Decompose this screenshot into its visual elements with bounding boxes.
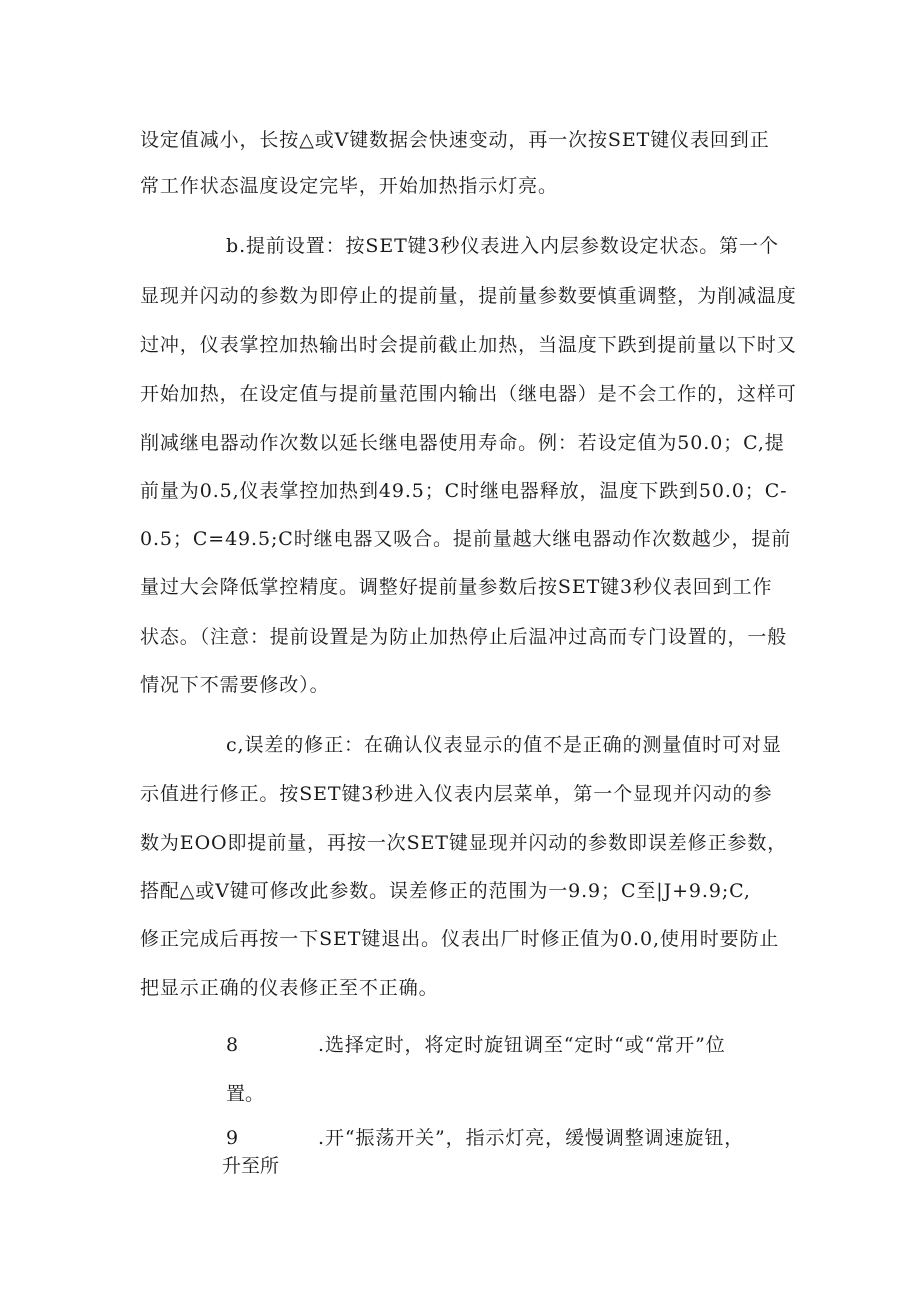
paragraph-line: 显现并闪动的参数为即停止的提前量，提前量参数要慎重调整，为削减温度 (140, 285, 797, 307)
paragraph-line: 常工作状态温度设定完毕，开始加热指示灯亮。 (140, 175, 558, 197)
paragraph-line: 0.5；C=49.5;C时继电器又吸合。提前量越大继电器动作次数越少，提前 (140, 528, 792, 550)
paragraph-line: 修正完成后再按一下SET键退出。仪表出厂时修正值为0.0,使用时要防止 (140, 928, 780, 950)
paragraph-line: 开始加热，在设定值与提前量范围内输出（继电器）是不会工作的，这样可 (140, 383, 797, 405)
paragraph-line: b.提前设置：按SET键3秒仪表进入内层参数设定状态。第一个 (226, 235, 779, 257)
paragraph-line: c,误差的修正：在确认仪表显示的值不是正确的测量值时可对显 (226, 734, 782, 756)
list-item-number: 9 (226, 1127, 239, 1149)
paragraph-line: 示值进行修正。按SET键3秒进入仪表内层菜单，第一个显现并闪动的参 (140, 783, 773, 805)
paragraph-line: 削减继电器动作次数以延长继电器使用寿命。例：若设定值为50.0；C,提 (140, 432, 785, 454)
list-item-continuation: 升至所 (222, 1155, 280, 1177)
paragraph-line: 把显示正确的仪表修正至不正确。 (140, 977, 439, 999)
paragraph-line: 情况下不需要修改）。 (140, 674, 330, 696)
paragraph-line: 数为EOO即提前量，再按一次SET键显现并闪动的参数即误差修正参数， (140, 832, 788, 854)
paragraph-line: 过冲，仪表掌控加热输出时会提前截止加热，当温度下跌到提前量以下时又 (140, 334, 797, 356)
paragraph-line: 状态。（注意：提前设置是为防止加热停止后温冲过高而专门设置的，一般 (140, 626, 788, 648)
paragraph-line: 量过大会降低掌控精度。调整好提前量参数后按SET键3秒仪表回到工作 (140, 576, 773, 598)
paragraph-line: 前量为0.5,仪表掌控加热到49.5；C时继电器释放，温度下跌到50.0；C- (140, 480, 788, 502)
list-item-continuation: 置。 (226, 1083, 265, 1105)
list-item-text: .开“振荡开关”，指示灯亮，缓慢调整调速旋钮， (318, 1127, 745, 1149)
paragraph-line: 设定值减小，长按△或V键数据会快速变动，再一次按SET键仪表回到正 (140, 129, 770, 151)
list-item-text: .选择定时，将定时旋钮调至“定时“或“常开”位 (318, 1034, 726, 1056)
list-item-number: 8 (226, 1034, 239, 1056)
paragraph-line: 搭配△或V键可修改此参数。误差修正的范围为一9.9；C至|J+9.9;C, (140, 880, 751, 902)
